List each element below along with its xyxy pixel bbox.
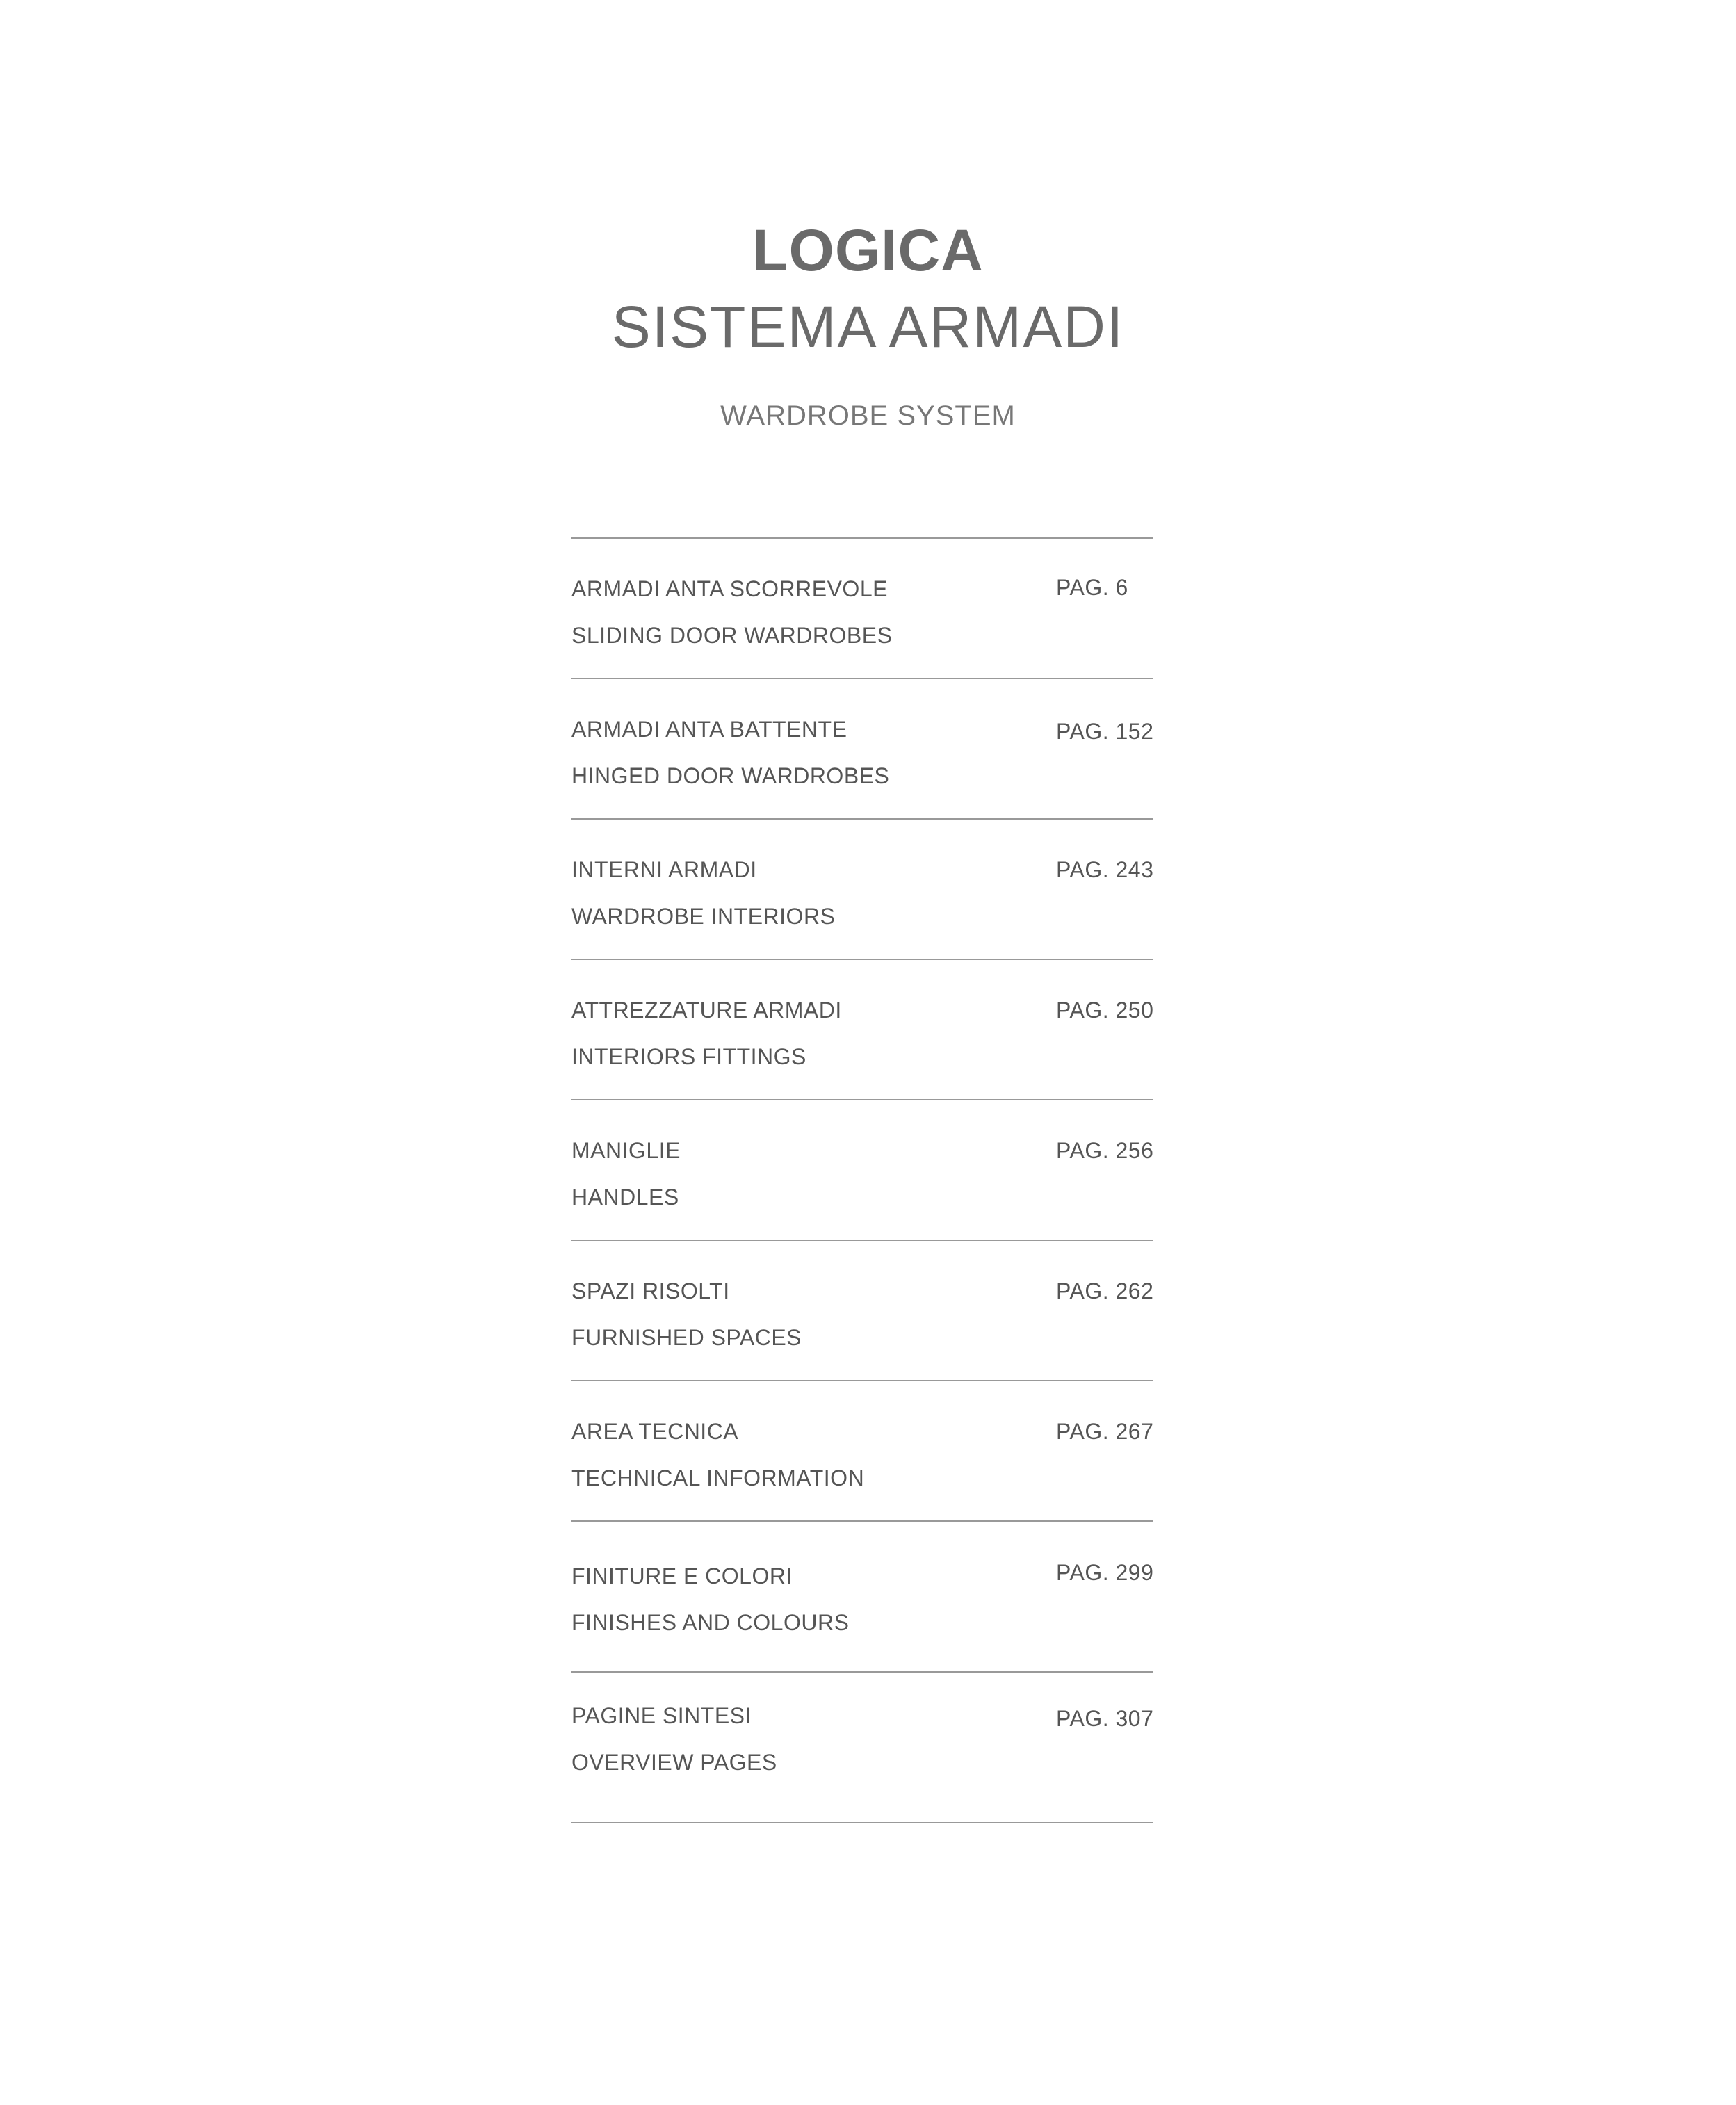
toc-entry-italian-label: SPAZI RISOLTI — [571, 1278, 730, 1303]
toc-entry-page: PAG. 6 — [1056, 575, 1128, 600]
toc-entry-italian-label: INTERNI ARMADI — [571, 857, 757, 882]
toc-entry-finishes-colours[interactable] — [571, 1522, 1153, 1673]
toc-entry-overview-pages[interactable] — [571, 1673, 1153, 1823]
table-of-contents — [571, 537, 1153, 1823]
toc-entry-english-label: HANDLES — [571, 1185, 679, 1210]
toc-entry-english-label: WARDROBE INTERIORS — [571, 904, 836, 929]
toc-entry-italian-label: MANIGLIE — [571, 1138, 681, 1163]
brand-title: LOGICA — [752, 218, 984, 283]
toc-entry-page: PAG. 256 — [1056, 1138, 1154, 1163]
toc-entry-italian-label: AREA TECNICA — [571, 1419, 739, 1444]
toc-entry-italian-label: FINITURE E COLORI — [571, 1563, 793, 1588]
toc-entry-english-label: FURNISHED SPACES — [571, 1325, 802, 1350]
toc-entry-english-label: SLIDING DOOR WARDROBES — [571, 623, 893, 648]
toc-entry-page: PAG. 307 — [1056, 1706, 1154, 1731]
page-subtitle: WARDROBE SYSTEM — [720, 400, 1016, 431]
toc-entry-english-label: INTERIORS FITTINGS — [571, 1044, 806, 1069]
toc-entry-handles[interactable] — [571, 1100, 1153, 1241]
toc-entry-english-label: HINGED DOOR WARDROBES — [571, 763, 890, 788]
toc-entry-hinged-door[interactable] — [571, 679, 1153, 820]
toc-entry-page: PAG. 152 — [1056, 719, 1154, 744]
toc-entry-sliding-door[interactable] — [571, 539, 1153, 679]
toc-entry-italian-label: ATTREZZATURE ARMADI — [571, 998, 842, 1023]
toc-entry-furnished-spaces[interactable] — [571, 1241, 1153, 1381]
toc-entry-page: PAG. 267 — [1056, 1419, 1154, 1444]
toc-entry-italian-label: ARMADI ANTA SCORREVOLE — [571, 576, 888, 601]
toc-entry-interiors-fittings[interactable] — [571, 960, 1153, 1100]
toc-entry-english-label: FINISHES AND COLOURS — [571, 1610, 850, 1635]
toc-entry-page: PAG. 243 — [1056, 857, 1154, 882]
toc-entry-technical-information[interactable] — [571, 1381, 1153, 1522]
toc-entry-page: PAG. 299 — [1056, 1560, 1154, 1585]
toc-entry-italian-label: ARMADI ANTA BATTENTE — [571, 717, 847, 742]
toc-entry-wardrobe-interiors[interactable] — [571, 820, 1153, 960]
toc-entry-english-label: OVERVIEW PAGES — [571, 1750, 777, 1775]
toc-entry-page: PAG. 262 — [1056, 1278, 1154, 1303]
toc-entry-page: PAG. 250 — [1056, 998, 1154, 1023]
page-title: SISTEMA ARMADI — [611, 294, 1125, 359]
toc-entry-english-label: TECHNICAL INFORMATION — [571, 1465, 865, 1490]
toc-entry-italian-label: PAGINE SINTESI — [571, 1703, 752, 1728]
